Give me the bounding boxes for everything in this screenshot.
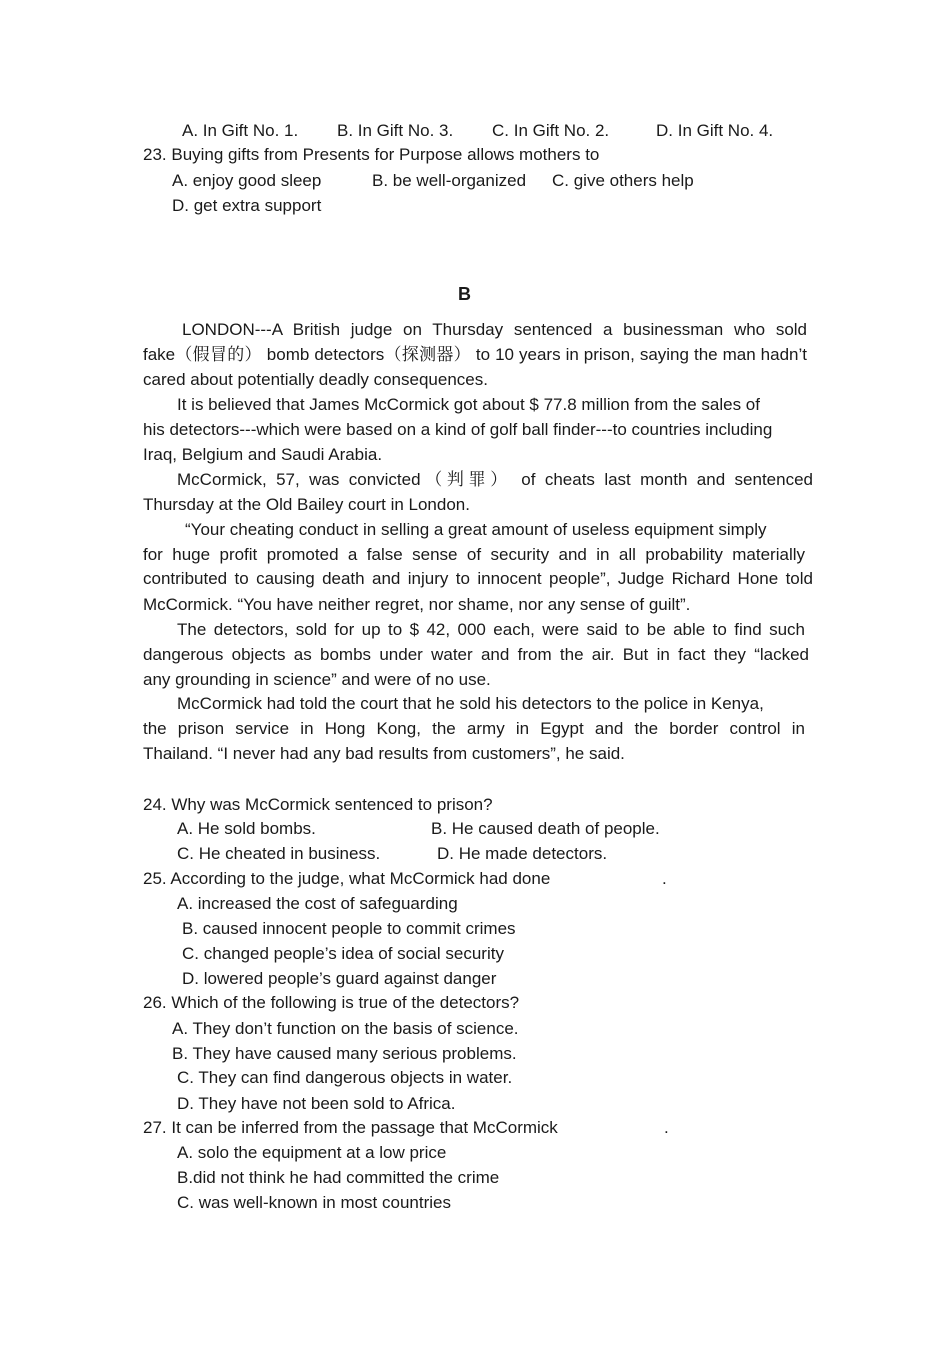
q26-option-a: A. They don’t function on the basis of science. [172,1019,519,1038]
q22-option-b: B. In Gift No. 3. [337,121,454,140]
q27-blank-end: . [664,1118,669,1137]
passage-p1-line3: cared about potentially deadly consequences. [143,370,488,389]
q24-stem: 24. Why was McCormick sentenced to prison? [143,795,493,814]
q23-option-b: B. be well-organized [372,171,527,190]
q23-stem: 23. Buying gifts from Presents for Purpose allows mothers to [143,145,600,164]
q23-option-d: D. get extra support [172,196,322,215]
section-heading: B [458,284,471,304]
passage-p1-line2: fake（假冒的） bomb detectors（探测器） to 10 years in prison, saying the man hadn’t [143,345,807,364]
passage-p5-line1: The detectors, sold for up to $ 42, 000 each, were said to be able to find such [177,620,805,639]
q22-option-c: C. In Gift No. 2. [492,121,610,140]
passage-p2-line2: his detectors---which were based on a kind of golf ball finder---to countries including [143,420,773,439]
passage-p2-line1: It is believed that James McCormick got about $ 77.8 million from the sales of [177,395,760,414]
q24-option-b: B. He caused death of people. [431,819,660,838]
q25-option-b: B. caused innocent people to commit crimes [182,919,516,938]
q27-option-c: C. was well-known in most countries [177,1193,451,1212]
q25-option-d: D. lowered people’s guard against danger [182,969,497,988]
q24-option-c: C. He cheated in business. [177,844,381,863]
q26-option-c: C. They can find dangerous objects in water. [177,1068,513,1087]
passage-p3-line2: Thursday at the Old Bailey court in London. [143,495,470,514]
q26-option-b: B. They have caused many serious problems. [172,1044,517,1063]
q22-option-a: A. In Gift No. 1. [182,121,299,140]
passage-p4-line1: “Your cheating conduct in selling a great amount of useless equipment simply [185,520,767,539]
q23-option-c: C. give others help [552,171,694,190]
passage-p4-line3: contributed to causing death and injury to innocent people”, Judge Richard Hone told [143,569,813,588]
q26-stem: 26. Which of the following is true of the detectors? [143,993,520,1012]
q25-option-c: C. changed people’s idea of social security [182,944,504,963]
q23-option-a: A. enjoy good sleep [172,171,322,190]
q27-stem: 27. It can be inferred from the passage that McCormick [143,1118,558,1137]
q25-option-a: A. increased the cost of safeguarding [177,894,458,913]
q25-blank-end: . [662,869,667,888]
q24-option-a: A. He sold bombs. [177,819,316,838]
passage-p3-line1: McCormick, 57, was convicted（判罪） of cheats last month and sentenced [177,470,813,489]
q27-option-a: A. solo the equipment at a low price [177,1143,447,1162]
passage-p6-line3: Thailand. “I never had any bad results from customers”, he said. [143,744,625,763]
q24-option-d: D. He made detectors. [437,844,608,863]
passage-p2-line3: Iraq, Belgium and Saudi Arabia. [143,445,383,464]
passage-p4-line2: for huge profit promoted a false sense of security and in all probability materially [143,545,805,564]
q22-option-d: D. In Gift No. 4. [656,121,774,140]
passage-p6-line2: the prison service in Hong Kong, the army in Egypt and the border control in [143,719,805,738]
q27-option-b: B.did not think he had committed the crime [177,1168,500,1187]
passage-p4-line4: McCormick. “You have neither regret, nor shame, nor any sense of guilt”. [143,595,691,614]
passage-p1-line1: LONDON---A British judge on Thursday sentenced a businessman who sold [182,320,807,339]
passage-p6-line1: McCormick had told the court that he sold his detectors to the police in Kenya, [177,694,764,713]
q26-option-d: D. They have not been sold to Africa. [177,1094,456,1113]
passage-p5-line3: any grounding in science” and were of no use. [143,670,491,689]
passage-p5-line2: dangerous objects as bombs under water and from the air. But in fact they “lacked [143,645,809,664]
q25-stem: 25. According to the judge, what McCormick had done [143,869,551,888]
